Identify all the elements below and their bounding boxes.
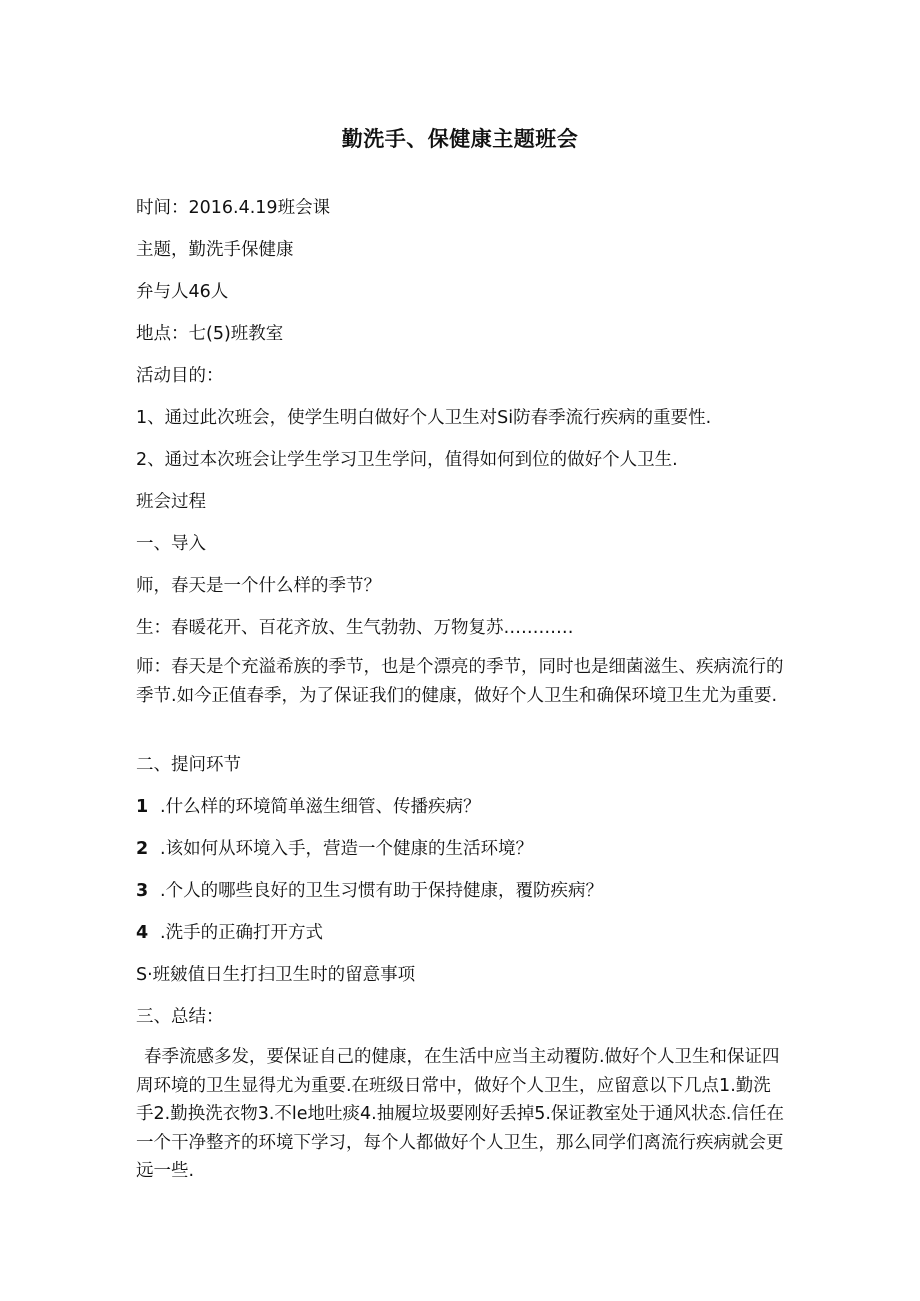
question-number: 3 [136, 881, 149, 901]
goals-heading: 活动目的： [136, 366, 224, 386]
question-number: 1 [136, 797, 149, 817]
process-heading: 班会过程 [136, 492, 206, 512]
question-text: .该如何从环境入手，营造一个健康的生活环境？ [160, 839, 534, 859]
question-item-last: S·班皴值日生打扫卫生时的留意事项 [136, 965, 416, 985]
question-number: 4 [136, 923, 149, 943]
question-text: .洗手的正确打开方式 [160, 923, 324, 943]
question-item [136, 878, 603, 904]
question-item [136, 920, 323, 946]
question-text: .个人的哪些良好的卫生习惯有助于保持健康，覆防疾病？ [160, 881, 604, 901]
dialogue-line: 师，春天是一个什么样的季节？ [136, 576, 381, 596]
document-title: 勤洗手、保健康主题班会 [341, 127, 579, 151]
question-text: .什么样的环境简单滋生细管、传播疾病？ [160, 797, 481, 817]
dialogue-paragraph: 师：春天是个充溢希族的季节，也是个漂亮的季节，同时也是细菌滋生、疾病流行的季节.如今正值春季，为了保证我们的健康，做好个人卫生和确保环境卫生尤为重要. [136, 657, 784, 706]
question-number: 2 [136, 839, 149, 859]
section1-heading: 一、导入 [136, 534, 206, 554]
info-time: 时间：2016.4.19班会课 [136, 198, 331, 218]
goal-item: 1、通过此次班会，使学生明白做好个人卫生对Si防春季流行疾病的重要性. [136, 408, 712, 428]
dialogue-line: 生：春暖花开、百花齐放、生气勃勃、万物复苏………… [136, 618, 574, 638]
info-location: 地点：七(5)班教室 [136, 324, 284, 344]
question-item [136, 794, 481, 820]
info-theme: 主题，勤洗手保健康 [136, 240, 294, 260]
section2-heading: 二、提问环节 [136, 755, 241, 775]
goal-item: 2、通过本次班会让学生学习卫生学问，值得如何到位的做好个人卫生. [136, 450, 678, 470]
info-participants: 弁与人46人 [136, 282, 229, 302]
section3-heading: 三、总结： [136, 1007, 224, 1027]
summary-paragraph: 春季流感多发，要保证自己的健康，在生活中应当主动覆防.做好个人卫生和保证四周环境的卫生显得尤为重要.在班级日常中，做好个人卫生，应留意以下几点1.勤洗手2.勤换洗衣物3.不le地吐痰4.抽履垃圾要刚好丢掉5.保证教室处于通风状态.信任在一个干净整齐的环境下学习，每个人都做好个人卫生，那么同学们离流行疾病就会更远一些. [136, 1047, 784, 1181]
question-item [136, 836, 533, 862]
